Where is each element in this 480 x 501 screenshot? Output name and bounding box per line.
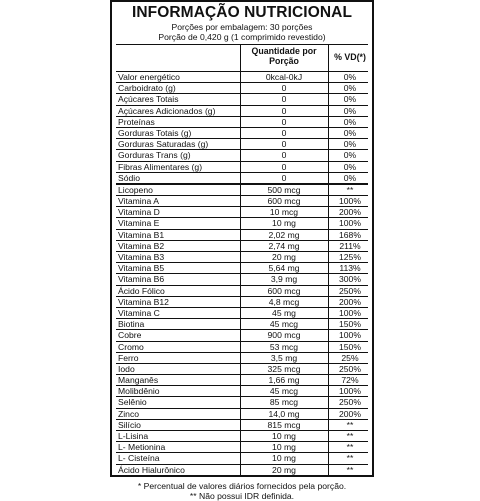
nutrient-quantity: 45 mcg — [269, 386, 299, 397]
nutrient-name: Proteínas — [118, 116, 155, 127]
portion-size: Porção de 0,420 g (1 comprimido revestido) — [158, 32, 326, 42]
table-row — [116, 196, 368, 207]
nutrient-name: Iodo — [118, 363, 135, 374]
nutrient-vd: 200% — [339, 408, 361, 419]
nutrient-vd: 100% — [339, 307, 361, 318]
nutrient-vd: ** — [346, 453, 354, 464]
table-row — [116, 106, 368, 117]
nutrient-quantity: 600 mcg — [267, 285, 301, 296]
nutrient-quantity: 3,5 mg — [270, 352, 298, 363]
nutrient-quantity: 500 mcg — [267, 184, 301, 195]
quantity-header — [240, 46, 328, 66]
footer-note-vd: * Percentual de valores diários fornecidos pela porção. — [137, 480, 347, 491]
nutrient-vd: ** — [346, 442, 354, 453]
table-row — [116, 139, 368, 150]
nutrient-vd: 150% — [339, 319, 361, 330]
nutrient-quantity: 4,8 mcg — [268, 296, 300, 307]
nutrient-vd: 250% — [339, 285, 361, 296]
table-row — [116, 173, 368, 185]
footer-note-idr: ** Não possui IDR definida. — [189, 490, 295, 501]
nutrient-vd: ** — [346, 464, 354, 475]
nutrient-name: Vitamina B5 — [118, 263, 165, 274]
nutrient-vd: 211% — [339, 240, 361, 251]
nutrient-vd: ** — [346, 184, 354, 195]
nutrient-quantity: 0kcal-0kJ — [265, 72, 303, 82]
nutrient-quantity: 3,9 mg — [270, 274, 298, 285]
nutrient-vd: ** — [346, 419, 354, 430]
nutrient-name: Gorduras Saturadas (g) — [118, 139, 209, 150]
nutrient-name: Cobre — [118, 330, 142, 341]
nutrient-vd: 0% — [343, 94, 357, 105]
table-row — [116, 353, 368, 364]
nutrient-name: Vitamina E — [118, 218, 160, 229]
nutrient-quantity: 10 mg — [272, 218, 296, 229]
nutrient-name: Selênio — [118, 397, 147, 408]
table-row — [116, 218, 368, 229]
table-row — [116, 252, 368, 263]
table-row — [116, 207, 368, 218]
nutrient-quantity: 600 mcg — [267, 196, 301, 207]
nutrient-vd: 0% — [343, 172, 357, 183]
quantity-header-line2: Porção — [269, 56, 299, 66]
nutrient-quantity: 1,66 mg — [268, 375, 300, 386]
nutrient-quantity: 10 mcg — [269, 207, 299, 218]
nutrient-name: Gorduras Totais (g) — [118, 127, 192, 138]
nutrient-quantity: 0 — [281, 172, 287, 183]
servings-per-package: Porções por embalagem: 30 porções — [171, 22, 313, 32]
nutrient-quantity: 2,02 mg — [268, 229, 300, 240]
table-row — [116, 431, 368, 442]
nutrient-vd: 0% — [343, 139, 357, 150]
nutrient-vd: 100% — [339, 196, 361, 207]
table-row — [116, 185, 368, 196]
nutrient-quantity: 0 — [281, 127, 287, 138]
nutrient-name: Vitamina B1 — [118, 229, 165, 240]
nutrient-name: Açúcares Totais — [118, 94, 179, 105]
table-row — [116, 150, 368, 161]
nutrient-quantity: 85 mcg — [269, 397, 299, 408]
nutrient-quantity: 0 — [281, 94, 287, 105]
nutrient-name: Silício — [118, 419, 141, 430]
nutrient-vd: ** — [346, 431, 354, 441]
nutrient-name: Ácido Fólico — [118, 285, 165, 296]
nutrient-name: Fibras Alimentares (g) — [118, 161, 203, 172]
table-row — [116, 297, 368, 308]
nutrient-name: Molibdênio — [118, 386, 160, 397]
table-row — [116, 364, 368, 375]
nutrient-vd: 100% — [339, 386, 361, 397]
table-row — [116, 128, 368, 139]
nutrient-quantity: 14,0 mg — [268, 408, 300, 419]
quantity-header-line1: Quantidade por — [251, 46, 317, 56]
nutrient-name: L- Metionina — [118, 442, 166, 453]
nutrient-vd: 0% — [343, 105, 357, 116]
table-row — [116, 274, 368, 285]
nutrient-name: Gorduras Trans (g) — [118, 150, 191, 161]
nutrient-vd: 0% — [343, 161, 357, 172]
table-row — [116, 330, 368, 341]
nutrient-name: Carboidrato (g) — [118, 83, 176, 94]
footer-notes — [116, 481, 368, 501]
nutrient-name: Cromo — [118, 341, 144, 352]
nutrient-vd: 168% — [339, 229, 361, 240]
nutrient-quantity: 0 — [281, 150, 287, 161]
table-row — [116, 308, 368, 319]
nutrient-vd: 300% — [339, 274, 361, 285]
nutrient-name: Vitamina A — [118, 196, 159, 207]
nutrient-name: Vitamina D — [118, 207, 160, 218]
nutrition-table — [116, 72, 368, 477]
nutrient-vd: 150% — [339, 341, 361, 352]
table-row — [116, 465, 368, 477]
nutrient-quantity: 900 mcg — [267, 330, 301, 341]
table-row — [116, 241, 368, 252]
table-row — [116, 286, 368, 297]
table-row — [116, 263, 368, 274]
nutrient-name: Vitamina B3 — [118, 252, 165, 262]
nutrient-quantity: 10 mg — [272, 453, 296, 464]
nutrient-vd: 113% — [339, 263, 361, 274]
vd-header: % VD(*) — [334, 52, 366, 62]
nutrient-quantity: 20 mg — [272, 252, 296, 262]
nutrient-quantity: 53 mcg — [269, 341, 299, 352]
table-row — [116, 72, 368, 83]
nutrient-quantity: 10 mg — [272, 431, 296, 441]
nutrient-name: Vitamina B12 — [118, 296, 169, 307]
table-row — [116, 162, 368, 173]
table-header — [116, 45, 368, 72]
nutrient-vd: 72% — [341, 375, 359, 386]
nutrient-quantity: 0 — [281, 139, 287, 150]
nutrient-name: Vitamina B6 — [118, 274, 165, 285]
table-row — [116, 342, 368, 353]
nutrient-name: Ácido Hialurônico — [118, 464, 185, 475]
nutrient-name: Licopeno — [118, 184, 153, 195]
nutrient-name: Açúcares Adicionados (g) — [118, 105, 216, 116]
nutrient-name: Vitamina C — [118, 307, 160, 318]
table-row — [116, 409, 368, 420]
nutrient-name: L- Cisteína — [118, 453, 160, 464]
nutrient-vd: 200% — [339, 207, 361, 218]
table-row — [116, 386, 368, 397]
table-row — [116, 453, 368, 464]
nutrient-vd: 250% — [339, 363, 361, 374]
nutrient-quantity: 0 — [281, 161, 287, 172]
table-row — [116, 319, 368, 330]
nutrient-quantity: 2,74 mg — [268, 240, 300, 251]
nutrient-vd: 0% — [343, 127, 357, 138]
table-row — [116, 230, 368, 241]
table-row — [116, 375, 368, 386]
table-row — [116, 117, 368, 128]
nutrient-vd: 0% — [343, 83, 357, 94]
nutrient-name: Biotina — [118, 319, 145, 330]
table-row — [116, 94, 368, 105]
table-row — [116, 420, 368, 431]
nutrient-vd: 250% — [339, 397, 361, 408]
nutrient-quantity: 0 — [281, 83, 287, 94]
nutrient-vd: 0% — [343, 72, 357, 82]
nutrient-quantity: 0 — [281, 105, 287, 116]
nutrient-quantity: 45 mcg — [269, 319, 299, 330]
table-row — [116, 442, 368, 453]
nutrient-vd: 100% — [339, 330, 361, 341]
nutrient-quantity: 325 mcg — [267, 363, 301, 374]
nutrient-vd: 125% — [339, 252, 361, 262]
nutrient-name: Vitamina B2 — [118, 240, 165, 251]
nutrition-label — [110, 0, 374, 501]
nutrient-quantity: 0 — [281, 116, 287, 127]
nutrient-name: Valor energético — [118, 72, 180, 82]
nutrient-quantity: 815 mcg — [267, 419, 301, 430]
nutrient-vd: 100% — [339, 218, 361, 229]
nutrient-name: Zinco — [118, 408, 140, 419]
nutrient-vd: 0% — [343, 150, 357, 161]
nutrient-quantity: 45 mg — [272, 307, 296, 318]
nutrient-name: Sódio — [118, 172, 140, 183]
nutrient-vd: 25% — [341, 352, 359, 363]
nutrient-quantity: 20 mg — [272, 464, 296, 475]
nutrient-quantity: 5,64 mg — [268, 263, 300, 274]
nutrient-name: Manganês — [118, 375, 159, 386]
nutrient-vd: 0% — [343, 116, 357, 127]
nutrient-vd: 200% — [339, 296, 361, 307]
table-row — [116, 397, 368, 408]
nutrient-name: L-Lisina — [118, 431, 149, 441]
label-title: INFORMAÇÃO NUTRICIONAL — [131, 4, 353, 21]
table-row — [116, 83, 368, 94]
nutrient-name: Ferro — [118, 352, 139, 363]
nutrient-quantity: 10 mg — [272, 442, 296, 453]
